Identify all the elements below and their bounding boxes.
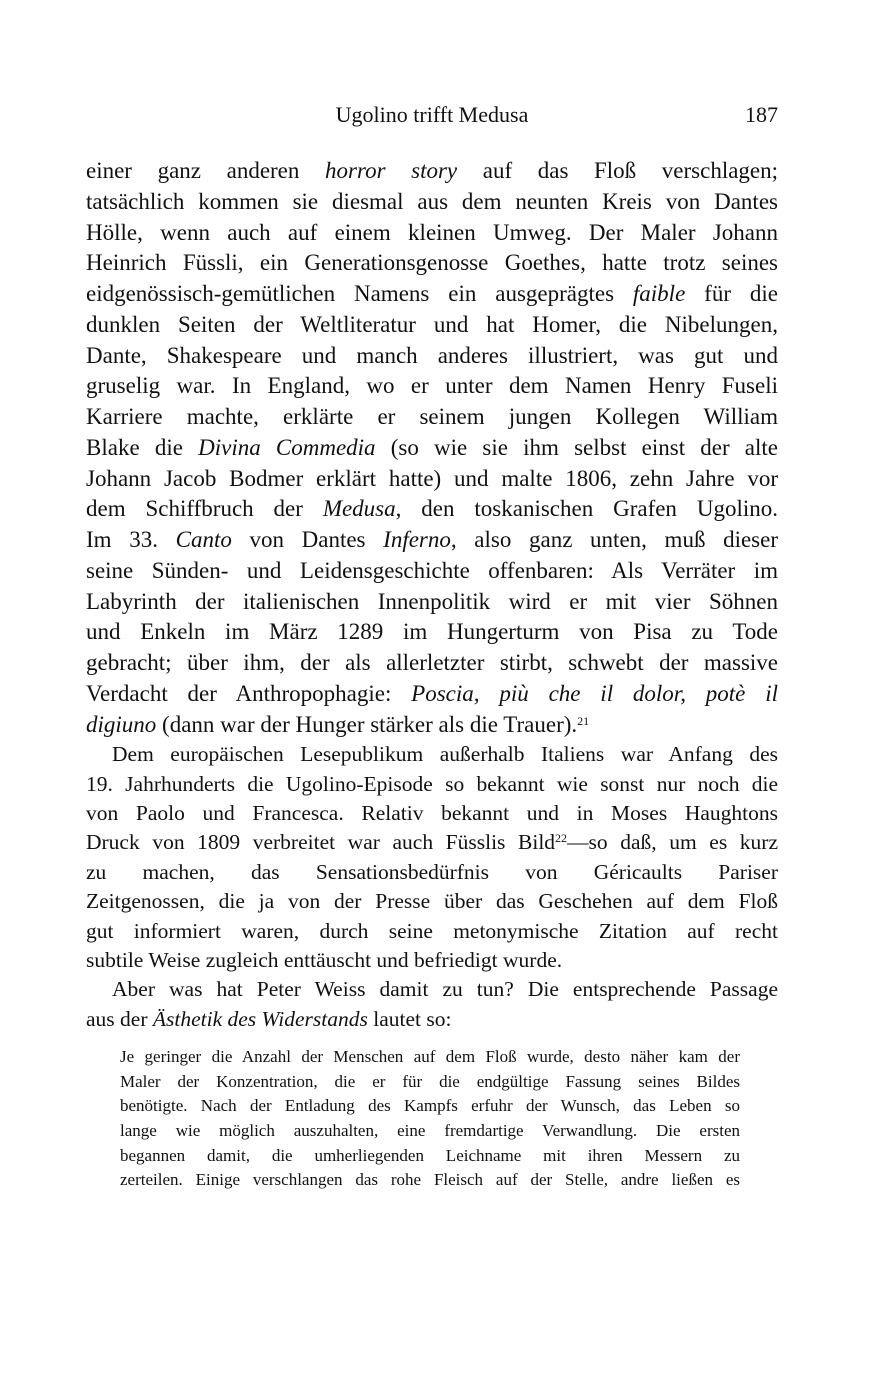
text-line: aus der Ästhetik des Widerstands lautet so: xyxy=(86,1006,452,1031)
text-line: Hölle, wenn auch auf einem kleinen Umweg. Der Maler Johann xyxy=(86,219,778,245)
body-text xyxy=(86,156,778,1034)
text-line: 19. Jahrhunderts die Ugolino-Episode so bekannt wie sonst nur noch die xyxy=(86,771,778,796)
text-line: Verdacht der Anthropophagie: Poscia, più che il dolor, potè il xyxy=(86,680,778,706)
text-line: Blake die Divina Commedia (so wie sie ihm selbst einst der alte xyxy=(86,434,778,460)
quote-line: lange wie möglich auszuhalten, eine fremdartige Verwandlung. Die ersten xyxy=(120,1121,740,1141)
text-line: Im 33. Canto von Dantes Inferno, also ganz unten, muß dieser xyxy=(86,527,779,552)
text-line: Zeitgenossen, die ja von der Presse über das Geschehen auf dem Floß xyxy=(86,889,778,914)
block-quote xyxy=(120,1045,740,1193)
text-line: gruselig war. In England, wo er unter dem Namen Henry Fuseli xyxy=(86,373,778,399)
text-line: seine Sünden- und Leidensgeschichte offenbaren: Als Verräter im xyxy=(86,557,778,583)
text-line: dunklen Seiten der Weltliteratur und hat Homer, die Nibelungen, xyxy=(86,311,778,337)
quote-line: zerteilen. Einige verschlangen das rohe Fleisch auf der Stelle, andre ließen es xyxy=(120,1170,740,1190)
text-line: Heinrich Füssli, ein Generationsgenosse Goethes, hatte trotz seines xyxy=(86,250,778,276)
text-line: Druck von 1809 verbreitet war auch Füsslis Bild$^{22}$—so daß, um es kurz xyxy=(86,830,779,855)
quote-line: begannen damit, die umherliegenden Leichname mit ihren Messern zu xyxy=(120,1145,740,1165)
text-line: eidgenössisch-gemütlichen Namens ein ausgeprägtes faible für die xyxy=(86,281,778,306)
quote-line: Je geringer die Anzahl der Menschen auf dem Floß wurde, desto näher kam der xyxy=(120,1047,740,1066)
text-line: digiuno (dann war der Hunger stärker als die Trauer).$^{21}$ xyxy=(86,711,590,737)
text-line: Johann Jacob Bodmer erklärt hatte) und malte 1806, zehn Jahre vor xyxy=(86,465,778,491)
text-line: von Paolo und Francesca. Relativ bekannt und in Moses Haughtons xyxy=(86,801,778,826)
text-line: einer ganz anderen horror story auf das Floß verschlagen; xyxy=(86,158,779,183)
page-header xyxy=(86,102,778,134)
text-line: Karriere machte, erklärte er seinem jungen Kollegen William xyxy=(86,404,778,429)
text-line: zu machen, das Sensationsbedürfnis von Géricaults Pariser xyxy=(86,859,778,884)
text-line: und Enkeln im März 1289 im Hungerturm von Pisa zu Tode xyxy=(86,619,778,645)
text-line: Dem europäischen Lesepublikum außerhalb Italiens war Anfang des xyxy=(112,742,778,767)
text-line: Aber was hat Peter Weiss damit zu tun? Die entsprechende Passage xyxy=(112,977,778,1002)
text-line: subtile Weise zugleich enttäuscht und befriedigt wurde. xyxy=(86,947,563,972)
footnote-ref[interactable]: 21 xyxy=(577,713,590,728)
page-number: 187 xyxy=(745,102,778,127)
text-line: gut informiert waren, durch seine metonymische Zitation auf recht xyxy=(86,918,778,943)
text-line: dem Schiffbruch der Medusa, den toskanischen Grafen Ugolino. xyxy=(86,496,778,522)
quote-line: benötigte. Nach der Entladung des Kampfs erfuhr der Wunsch, das Leben so xyxy=(120,1096,740,1116)
running-title: Ugolino trifft Medusa xyxy=(335,102,529,127)
text-line: Labyrinth der italienischen Innenpolitik wird er mit vier Söhnen xyxy=(86,588,778,614)
footnote-ref[interactable]: 22 xyxy=(555,831,568,846)
text-line: gebracht; über ihm, der als allerletzter stirbt, schwebt der massive xyxy=(86,650,778,675)
quote-line: Maler der Konzentration, die er für die endgültige Fassung seines Bildes xyxy=(120,1071,740,1091)
text-line: Dante, Shakespeare und manch anderes illustriert, was gut und xyxy=(86,342,778,368)
text-line: tatsächlich kommen sie diesmal aus dem neunten Kreis von Dantes xyxy=(86,188,778,214)
